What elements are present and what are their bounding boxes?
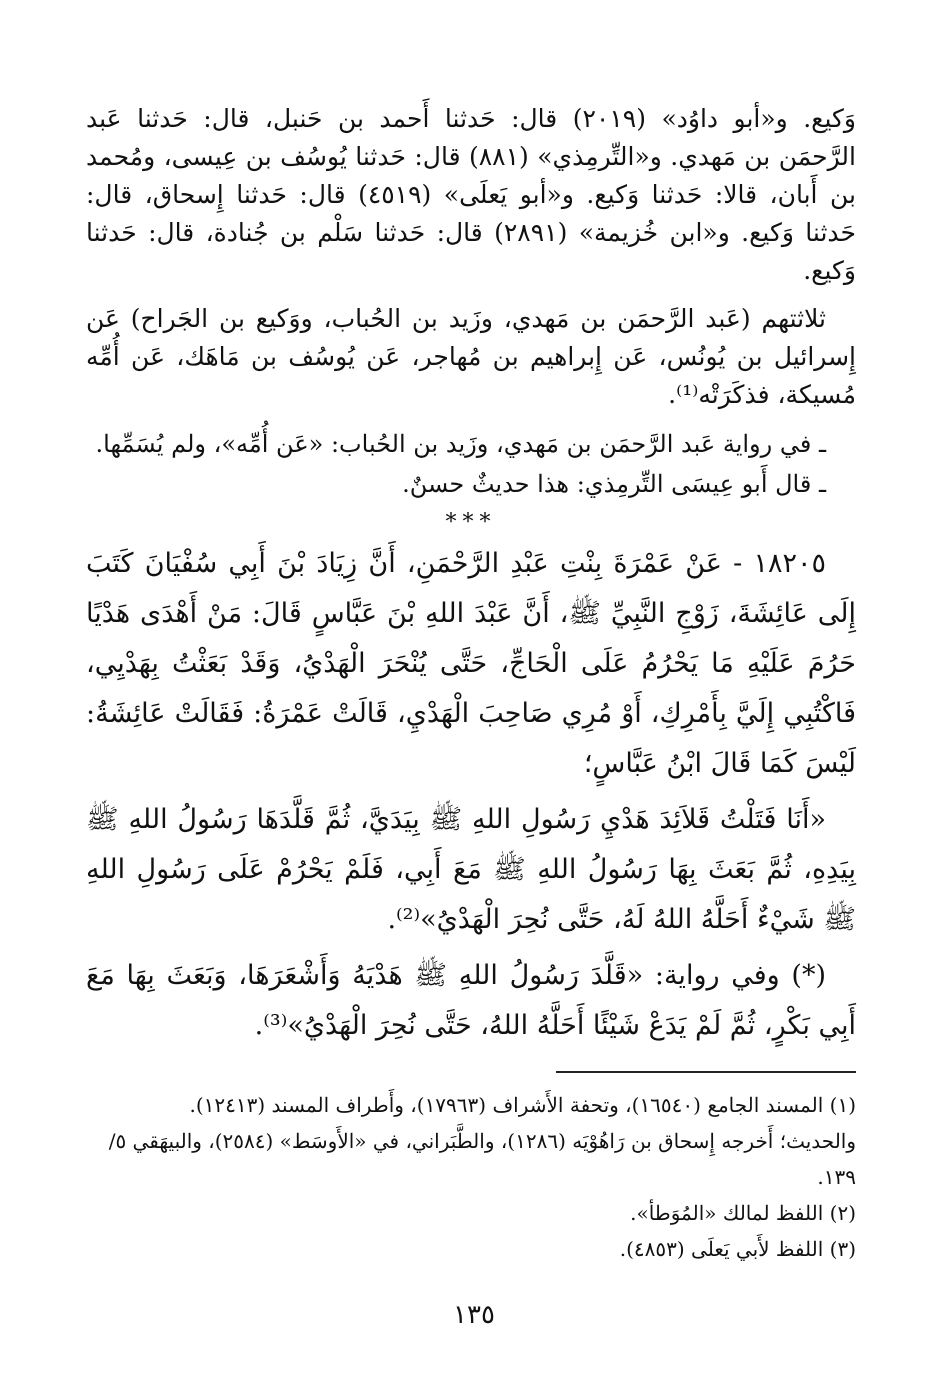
footnote-3: (٣) اللفظ لأَبي يَعلَى (٤٨٥٣).	[619, 1237, 856, 1261]
note-item: ـ في رواية عَبد الرَّحمَن بن مَهدي، وزَيد بن الحُباب: «عَن أُمِّه»، ولم يُسَمِّها.	[95, 430, 826, 458]
note-item: ـ قال أَبو عِيسَى التِّرمِذي: هذا حديثٌ حسنٌ.	[402, 470, 826, 498]
isnad-paragraph: ثلاثتهم (عَبد الرَّحمَن بن مَهدي، وزَيد بن الحُباب، ووَكيع بن الجَراح) عَن إِسرائيل بن يُونُس، عَن إِبراهيم بن مُهاجر، عَن يُوسُف بن مَاهَك، عَن أُمِّه مُسيكة، فذكَرَتْه⁽¹⁾.	[86, 304, 856, 409]
page-number: ١٣٥	[453, 1300, 495, 1330]
footnote-1-continued: والحديث؛ أَخرجه إِسحاق بن رَاهُوْيَه (١٢٨٦)، والطَّبَراني، في «الأَوسَط» (٢٥٨٤)، والبيهَقي ٥/ ١٣٩.	[108, 1129, 856, 1189]
takhrij-paragraph: وَكيع. و«أبو داوُد» (٢٠١٩) قال: حَدثنا أَحمد بن حَنبل، قال: حَدثنا عَبد الرَّحمَن بن مَهدي. و«التِّرمِذي» (٨٨١) قال: حَدثنا يُوسُف بن عِيسى، ومُحمد بن أَبان، قالا: حَدثنا وَكيع. و«أبو يَعلَى» (٤٥١٩) قال: حَدثنا إِسحاق، قال: حَدثنا وَكيع. و«ابن خُزيمة» (٢٨٩١) قال: حَدثنا سَلْم بن جُنادة، قال: حَدثنا وَكيع.	[86, 104, 856, 285]
hadith-variant: (*) وفي رواية: «قَلَّدَ رَسُولُ اللهِ ﷺ هَدْيَهُ وَأَشْعَرَهَا، وَبَعَثَ بِهَا مَعَ أَبِي بَكْرٍ، ثُمَّ لَمْ يَدَعْ شَيْئًا أَحَلَّهُ اللهُ، حَتَّى نُحِرَ الْهَدْيُ»⁽³⁾.	[86, 960, 856, 1041]
footnote-1: (١) المسند الجامع (١٦٥٤٠)، وتحفة الأَشراف (١٧٩٦٣)، وأَطراف المسند (١٢٤١٣).	[189, 1093, 856, 1117]
notes-list	[86, 424, 856, 504]
hadith-quote: «أَنَا فَتَلْتُ قَلاَئِدَ هَدْيِ رَسُولِ اللهِ ﷺ بِيَدَيَّ، ثُمَّ قَلَّدَهَا رَسُولُ اللهِ ﷺ بِيَدِهِ، ثُمَّ بَعَثَ بِهَا رَسُولُ اللهِ ﷺ مَعَ أَبِي، فَلَمْ يَحْرُمْ عَلَى رَسُولِ اللهِ ﷺ شَيْءٌ أَحَلَّهُ اللهُ لَهُ، حَتَّى نُحِرَ الْهَدْيُ»⁽²⁾.	[86, 804, 856, 935]
footnote-2: (٢) اللفظ لمالك «المُوَطأ».	[630, 1201, 856, 1225]
footnote-divider	[556, 1071, 856, 1073]
hadith-text: ١٨٢٠٥ - عَنْ عَمْرَةَ بِنْتِ عَبْدِ الرَّحْمَنِ، أَنَّ زِيَادَ بْنَ أَبِي سُفْيَانَ كَتَبَ إِلَى عَائِشَةَ، زَوْجِ النَّبِيِّ ﷺ، أَنَّ عَبْدَ اللهِ بْنَ عَبَّاسٍ قَالَ: مَنْ أَهْدَى هَدْيًا حَرُمَ عَلَيْهِ مَا يَحْرُمُ عَلَى الْحَاجِّ، حَتَّى يُنْحَرَ الْهَدْيُ، وَقَدْ بَعَثْتُ بِهَدْيِي، فَاكْتُبِي إِلَيَّ بِأَمْرِكِ، أَوْ مُرِي صَاحِبَ الْهَدْيِ، قَالَتْ عَمْرَةُ: فَقَالَتْ عَائِشَةُ: لَيْسَ كَمَا قَالَ ابْنُ عَبَّاسٍ؛	[86, 548, 856, 779]
section-separator: ***	[445, 510, 497, 535]
